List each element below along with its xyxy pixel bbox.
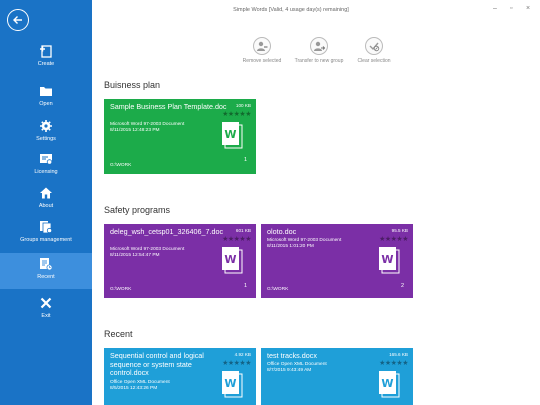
title-bar [92,0,540,20]
word-document-icon [379,247,401,275]
document-type: Microsoft Word 97-2003 Document [110,122,185,127]
groups-icon [39,220,53,234]
sidebar-item-label: Settings [36,136,56,142]
sidebar-item-label: Exit [41,313,51,319]
remove-selected-label: Remove selected [242,58,282,64]
transfer-group-label: Transfer to new group [294,58,344,64]
remove-user-icon [256,40,268,52]
document-size: 165.6 KB [389,352,408,357]
document-count: 2 [400,283,404,289]
document-type: Office Open XML Document [267,362,327,367]
close-icon [39,296,53,310]
licensing-icon [39,152,53,166]
window-close-button[interactable]: × [526,5,531,12]
sidebar [0,0,92,405]
section-title: Buisness plan [104,80,161,90]
document-count: 1 [243,283,247,289]
settings-icon [39,119,53,133]
remove-selected-button[interactable] [238,37,286,64]
sidebar-item-about[interactable] [0,186,92,220]
section-title: Safety programs [104,205,171,215]
clear-selection-button[interactable] [352,37,396,64]
document-tile[interactable] [104,224,256,298]
rating-stars[interactable]: ★★★★★ [222,236,251,243]
svg-text:W: W [224,253,237,266]
document-name: deleg_wsh_cetsp01_326406_7.doc [110,227,224,236]
sidebar-item-create[interactable] [0,44,92,78]
document-name: test tracks.docx [267,351,317,360]
folder-icon [39,84,53,98]
document-type: Office Open XML Document [110,380,170,385]
sidebar-item-licensing[interactable] [0,152,92,186]
svg-text:W: W [224,128,237,141]
rating-stars[interactable]: ★★★★★ [222,111,251,118]
section-title: Recent [104,329,133,339]
document-name: Sequential control and logical sequence or system state control.docx [110,351,204,378]
document-date: 8/5/2015 12:43:26 PM [110,386,158,391]
recent-icon [39,257,53,271]
document-date: 8/11/2015 1:01:20 PM [267,244,314,249]
document-path: G:\WORK [110,287,132,292]
sidebar-item-label: Licensing [34,169,58,175]
word-document-icon [222,122,244,150]
sidebar-item-settings[interactable] [0,119,92,153]
sidebar-item-open[interactable] [0,84,92,118]
document-size: 100 KB [235,103,251,108]
back-button[interactable] [7,9,29,31]
minimize-button[interactable]: – [493,5,497,12]
rating-stars[interactable]: ★★★★★ [222,360,251,367]
document-tile[interactable] [104,348,256,405]
create-icon [39,44,53,58]
svg-text:W: W [381,377,394,390]
document-path: G:\WORK [267,287,289,292]
clear-selection-icon [368,40,380,52]
word-document-icon [222,371,244,399]
document-tile[interactable] [104,99,256,174]
sidebar-item-groups-management[interactable] [0,220,92,254]
document-date: 8/11/2015 12:48:23 PM [110,128,160,133]
document-name: Sample Business Plan Template.doc [110,102,227,111]
document-type: Microsoft Word 97-2003 Document [110,247,185,252]
clear-selection-label: Clear selection [357,58,391,64]
rating-stars[interactable]: ★★★★★ [379,360,408,367]
document-tile[interactable] [261,348,413,405]
document-type: Microsoft Word 97-2003 Document [267,238,342,243]
document-path: G:\WORK [110,163,132,168]
sidebar-item-label: Groups management [20,237,72,243]
arrow-left-icon [12,14,24,26]
word-document-icon [379,371,401,399]
sidebar-item-label: Create [37,61,55,67]
svg-text:W: W [224,377,237,390]
document-count: 1 [243,157,247,163]
sidebar-item-label: About [38,203,54,209]
window-title: Simple Words [Valid, 4 usage day(s) remaining] [233,7,349,13]
transfer-group-button[interactable] [288,37,350,64]
svg-text:W: W [381,253,394,266]
document-size: 4.92 KB [234,352,251,357]
document-size: 601 KB [235,228,251,233]
document-name: oloto.doc [267,227,297,236]
home-icon [39,186,53,200]
word-document-icon [222,247,244,275]
restore-button[interactable]: ▫ [510,5,513,12]
document-date: 8/7/2015 9:43:49 AM [267,368,312,373]
sidebar-item-recent[interactable] [0,253,92,289]
sidebar-item-exit[interactable] [0,296,92,330]
sidebar-item-label: Recent [37,274,55,280]
rating-stars[interactable]: ★★★★★ [379,236,408,243]
document-tile[interactable] [261,224,413,298]
sidebar-item-label: Open [39,101,53,107]
document-date: 8/11/2015 12:54:47 PM [110,253,160,258]
document-size: 95.5 KB [391,228,408,233]
transfer-user-icon [313,40,325,52]
